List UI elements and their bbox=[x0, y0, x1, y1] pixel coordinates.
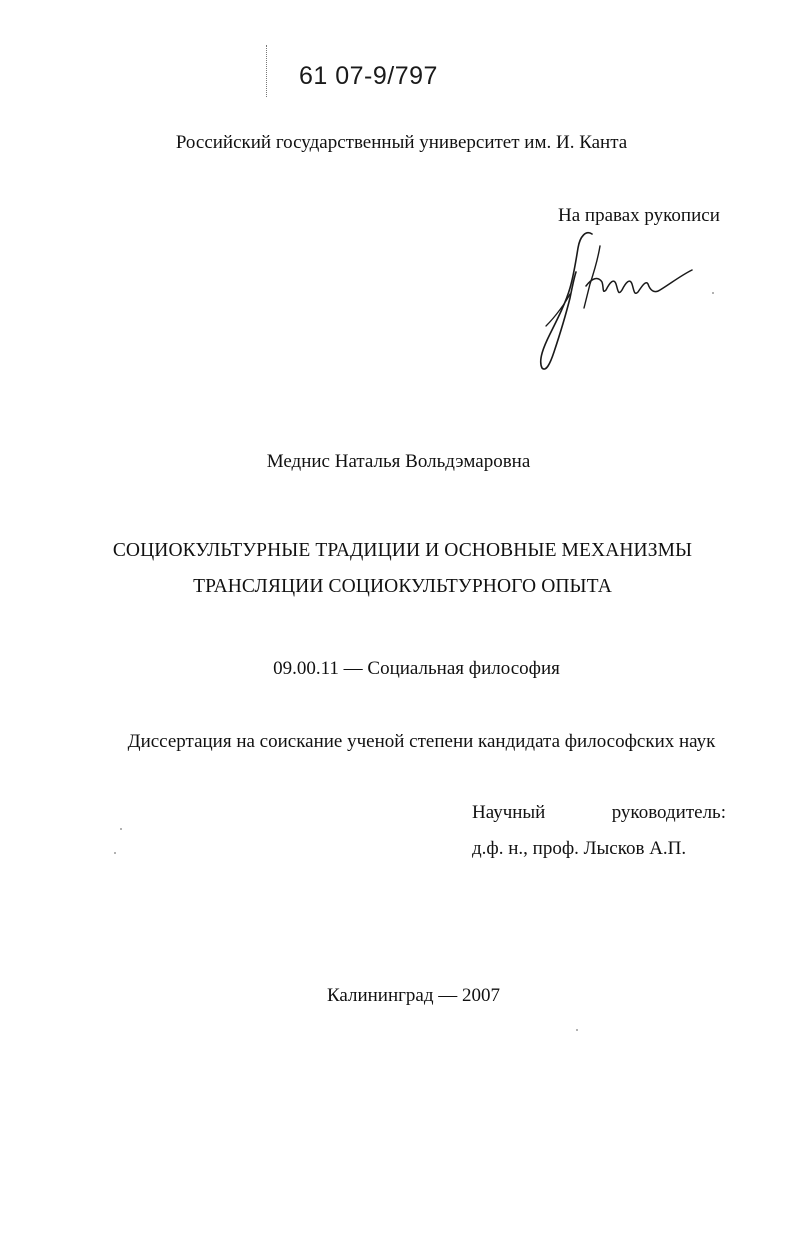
university-name bbox=[0, 132, 793, 154]
supervisor-role-word-1: Научный bbox=[472, 802, 546, 823]
scan-speck bbox=[114, 852, 116, 854]
title-line-2-text: ТРАНСЛЯЦИИ СОЦИОКУЛЬТУРНОГО ОПЫТА bbox=[193, 576, 612, 597]
handwritten-signature-icon bbox=[530, 226, 700, 376]
specialty-code-text: 09.00.11 — Социальная философия bbox=[273, 658, 560, 679]
university-name-text: Российский государственный университет им. И. Канта bbox=[175, 132, 628, 153]
scan-speck bbox=[120, 828, 122, 830]
stamp-margin-rule bbox=[266, 45, 267, 97]
dissertation-title-line-2 bbox=[0, 576, 793, 598]
supervisor-role-word-2: руководитель: bbox=[611, 802, 726, 823]
scan-speck bbox=[576, 1029, 578, 1031]
supervisor-name: д.ф. н., проф. Лысков А.П. bbox=[472, 838, 687, 859]
city-and-year bbox=[0, 985, 793, 1007]
manuscript-rights-label: На правах рукописи bbox=[558, 205, 720, 226]
city-and-year-text: Калининград — 2007 bbox=[326, 985, 501, 1006]
degree-statement bbox=[0, 731, 793, 753]
author-name bbox=[0, 451, 793, 473]
degree-statement-text: Диссертация на соискание ученой степени кандидата философских наук bbox=[127, 731, 716, 752]
dissertation-title-line-1 bbox=[0, 540, 793, 562]
scan-speck bbox=[712, 292, 714, 294]
title-line-1-text: СОЦИОКУЛЬТУРНЫЕ ТРАДИЦИИ И ОСНОВНЫЕ МЕХАНИЗМЫ bbox=[112, 540, 693, 561]
specialty-code bbox=[0, 658, 793, 680]
library-stamp-code: 61 07-9/797 bbox=[299, 62, 438, 90]
supervisor-role bbox=[472, 802, 726, 824]
author-name-text: Меднис Наталья Вольдэмаровна bbox=[266, 451, 531, 472]
